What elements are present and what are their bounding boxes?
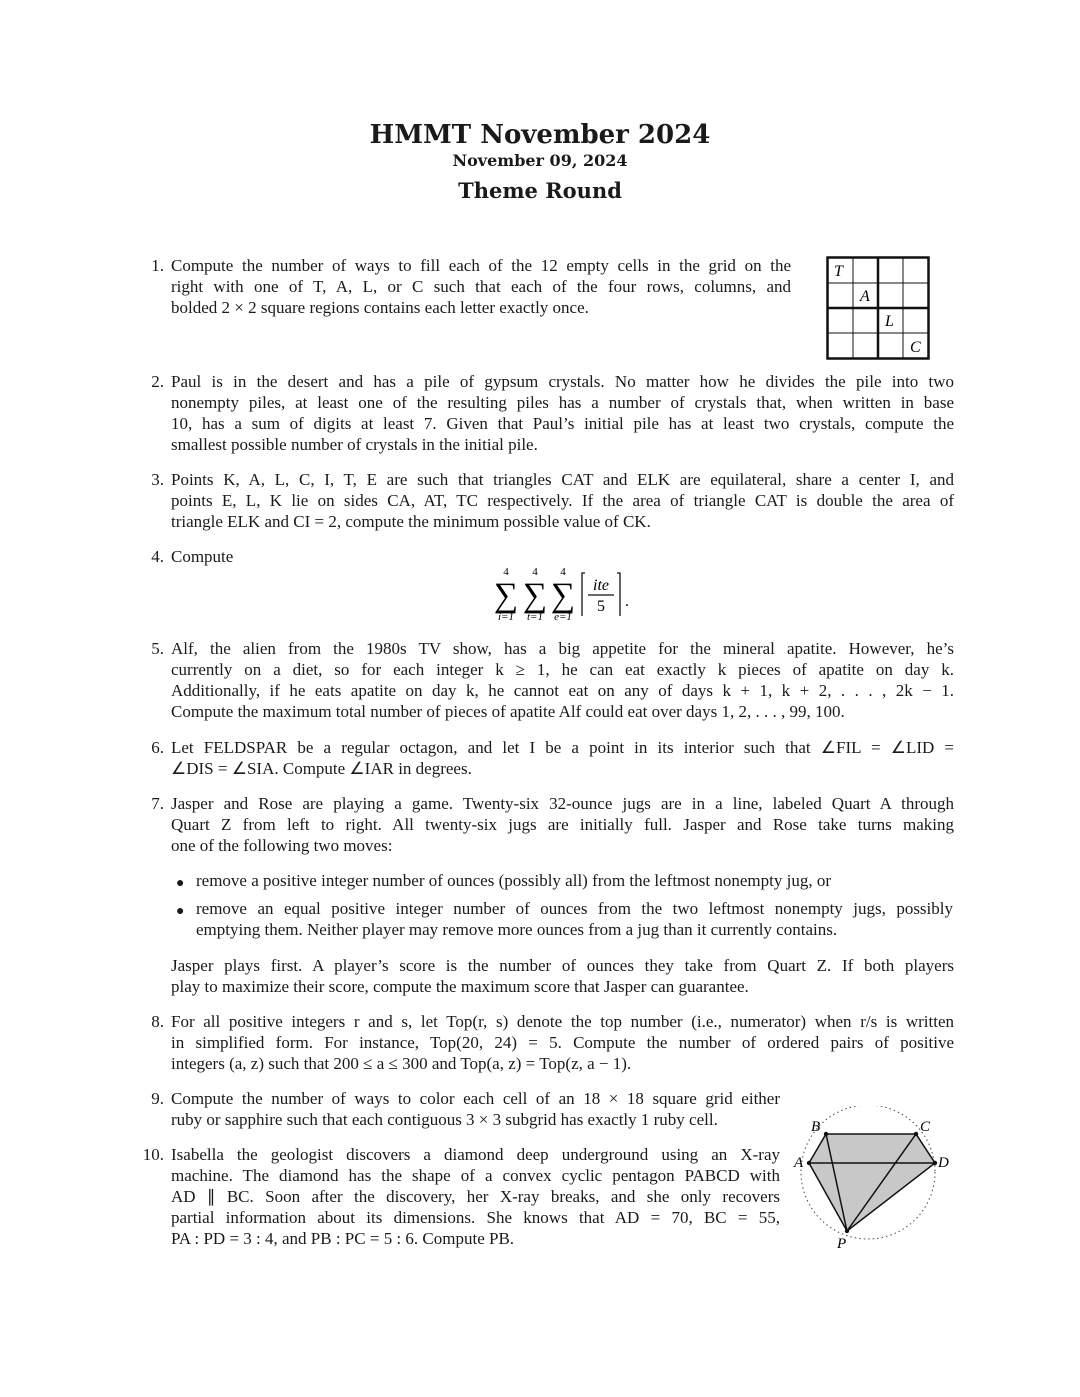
diamond-pentagon [809, 1134, 935, 1231]
grid-letter: C [910, 339, 921, 356]
problem-line: smallest possible number of crystals in the initial pile. [171, 435, 538, 454]
bullet-item [196, 898, 953, 940]
letter-grid-figure [826, 256, 930, 360]
fraction-numerator: ite [593, 577, 609, 594]
problem-number: 2. [151, 372, 164, 391]
problem-number: 9. [151, 1089, 164, 1108]
problem-line: Compute the maximum total number of pieces of apatite Alf could eat over days 1, 2, . . . , 99, 100. [171, 702, 845, 721]
sigma-symbol: ∑ [550, 577, 576, 614]
sigma-symbol: ∑ [522, 577, 548, 614]
problem-line: nonempty piles, at least one of the resulting piles has a number of crystals that, when written in base [171, 393, 954, 412]
vertex-label-d: D [938, 1155, 949, 1171]
problem-line: play to maximize their score, compute the maximum score that Jasper can guarantee. [171, 977, 749, 996]
problem-number: 5. [151, 639, 164, 658]
problem-line: PA : PD = 3 : 4, and PB : PC = 5 : 6. Compute PB. [171, 1229, 515, 1248]
grid-letter: L [885, 313, 894, 330]
bullet-line: remove an equal positive integer number of ounces from the two leftmost nonempty jugs, possibly [196, 899, 953, 918]
vertex-label-p: P [837, 1236, 847, 1252]
problem-number: 4. [151, 547, 164, 566]
sigma-symbol: ∑ [493, 577, 519, 614]
problem-line: Points K, A, L, C, I, T, E are such that triangles CAT and ELK are equilateral, share a center I, and [171, 470, 954, 489]
problem-line: partial information about its dimensions. She knows that AD = 70, BC = 55, [171, 1208, 780, 1227]
problem-line: currently on a diet, so for each integer k ≥ 1, he can eat exactly k pieces of apatite on day k. [171, 660, 954, 679]
problem-line: Let FELDSPAR be a regular octagon, and let I be a point in its interior such that ∠FIL = ∠LID = [171, 738, 954, 757]
problem-line: For all positive integers r and s, let Top(r, s) denote the top number (i.e., numerator) when r/s is written [171, 1012, 954, 1031]
problem-number: 3. [151, 470, 164, 489]
problem-number: 6. [151, 738, 164, 757]
problem-line: 10, has a sum of digits at least 7. Given that Paul’s initial pile has at least two crystals, compute the [171, 414, 954, 433]
page-title: HMMT November 2024 [369, 120, 711, 150]
problem-number: 8. [151, 1012, 164, 1031]
triple-sum-formula [488, 564, 648, 626]
sum-upper-limit: 4 [532, 566, 538, 578]
problem-line: Paul is in the desert and has a pile of gypsum crystals. No matter how he divides the pile into two [171, 372, 954, 391]
problem-line: triangle ELK and CI = 2, compute the minimum possible value of CK. [171, 512, 651, 531]
grid-letter: T [834, 263, 843, 280]
fraction-denominator: 5 [597, 598, 605, 615]
problem-line: Quart Z from left to right. All twenty-six jugs are initially full. Jasper and Rose take turns making [171, 815, 954, 834]
problem-line: Isabella the geologist discovers a diamond deep underground using an X-ray [171, 1145, 780, 1164]
grid-letter: A [860, 288, 870, 305]
sum-lower-limit: e=1 [554, 611, 572, 623]
sum-upper-limit: 4 [560, 566, 566, 578]
bullet-icon: ● [176, 876, 185, 891]
problem-line: integers (a, z) such that 200 ≤ a ≤ 300 and Top(a, z) = Top(z, a − 1). [171, 1054, 632, 1073]
contest-date: November 09, 2024 [452, 151, 628, 170]
bullet-line: emptying them. Neither player may remove more ounces from a jug than it currently contains. [196, 920, 838, 939]
formula-period: . [625, 593, 629, 610]
vertex-label-b: B [811, 1119, 821, 1135]
bullet-line: remove a positive integer number of ounces (possibly all) from the leftmost nonempty jug, or [196, 871, 831, 890]
round-title: Theme Round [458, 178, 622, 203]
problem-line: Compute [171, 547, 234, 566]
sum-upper-limit: 4 [503, 566, 509, 578]
problem-line: Compute the number of ways to fill each of the 12 empty cells in the grid on the [171, 256, 791, 275]
sum-lower-limit: i=1 [498, 611, 514, 623]
problem-line: Jasper plays first. A player’s score is the number of ounces they take from Quart Z. If both players [171, 956, 954, 975]
bullet-item [196, 870, 953, 891]
vertex-label-a: A [794, 1155, 804, 1171]
problem-line: machine. The diamond has the shape of a convex cyclic pentagon PABCD with [171, 1166, 780, 1185]
problem-line: Additionally, if he eats apatite on day k, he cannot eat on any of days k + 1, k + 2, . . . , 2k − 1. [171, 681, 954, 700]
problem-7 [140, 793, 954, 1003]
problem-line: points E, L, K lie on sides CA, AT, TC respectively. If the area of triangle CAT is double the area of [171, 491, 954, 510]
problem-line: right with one of T, A, L, or C such that each of the four rows, columns, and [171, 277, 791, 296]
problem-number: 10. [142, 1145, 164, 1164]
problem-line: Compute the number of ways to color each cell of an 18 × 18 square grid either [171, 1089, 780, 1108]
problem-number: 7. [151, 794, 164, 813]
problem-line: Alf, the alien from the 1980s TV show, has a big appetite for the mineral apatite. However, he’s [171, 639, 954, 658]
problem-line: ∠DIS = ∠SIA. Compute ∠IAR in degrees. [171, 759, 472, 778]
vertex-label-c: C [920, 1119, 931, 1135]
problem-line: ruby or sapphire such that each contiguous 3 × 3 subgrid has exactly 1 ruby cell. [171, 1110, 718, 1129]
problem-line: in simplified form. For instance, Top(20, 24) = 5. Compute the number of ordered pairs of positive [171, 1033, 954, 1052]
bullet-icon: ● [176, 904, 185, 919]
pentagon-figure [790, 1106, 960, 1254]
problem-number: 1. [151, 256, 164, 275]
problem-line: one of the following two moves: [171, 836, 393, 855]
problem-line: AD ∥ BC. Soon after the discovery, her X-ray breaks, and she only recovers [171, 1187, 780, 1206]
sum-lower-limit: t=1 [527, 611, 543, 623]
problem-line: bolded 2 × 2 square regions contains each letter exactly once. [171, 298, 589, 317]
problem-line: Jasper and Rose are playing a game. Twenty-six 32-ounce jugs are in a line, labeled Quart A through [171, 794, 954, 813]
